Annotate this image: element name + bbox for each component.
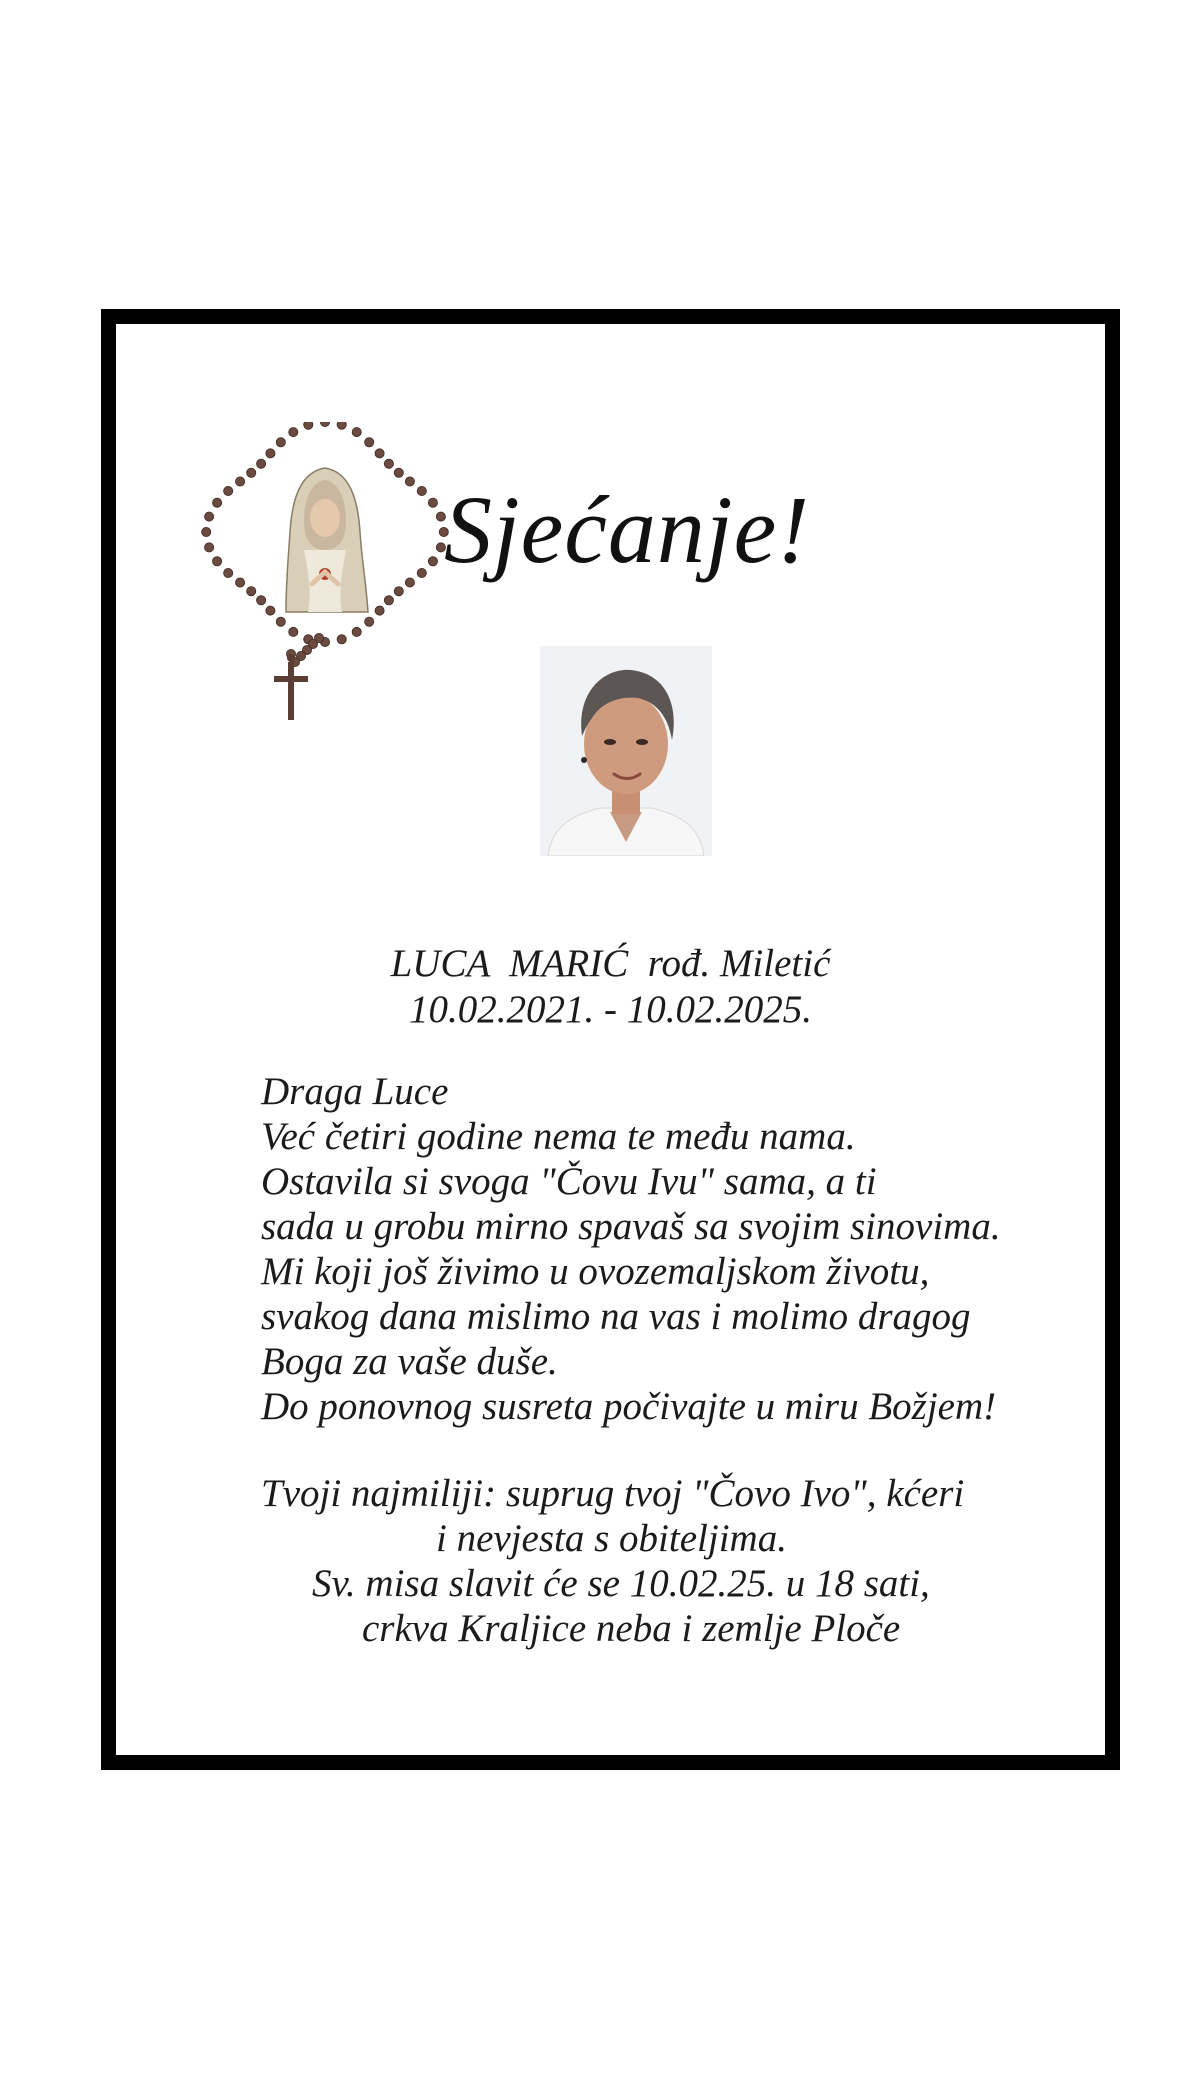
rosary-bead: [394, 468, 403, 477]
rosary-bead: [428, 557, 437, 566]
rosary-bead: [289, 627, 298, 636]
madonna-figure: [286, 468, 368, 612]
memorial-message: [261, 1069, 1001, 1429]
rosary-bead: [213, 498, 222, 507]
rosary-bead: [289, 428, 298, 437]
message-line: Draga Luce: [261, 1070, 449, 1113]
mass-location: crkva Kraljice neba i zemlje Ploče: [362, 1607, 901, 1650]
rosary-bead: [257, 459, 266, 468]
rosary-bead: [405, 477, 414, 486]
rosary-bead: [384, 596, 393, 605]
rosary-bead: [247, 587, 256, 596]
rosary-bead: [224, 568, 233, 577]
rosary-bead: [352, 428, 361, 437]
rosary-bead: [236, 578, 245, 587]
rosary-bead: [247, 468, 256, 477]
message-line: Ostavila si svoga "Čovu Ivu" sama, a ti: [261, 1160, 877, 1203]
deceased-info: [116, 941, 1105, 1033]
deceased-name: LUCA MARIĆ rođ. Miletić: [390, 942, 831, 985]
message-line: svakog dana mislimo na vas i molimo dragog: [261, 1295, 971, 1338]
rosary-bead: [304, 422, 313, 429]
rosary-bead: [276, 617, 285, 626]
rosary-bead: [384, 459, 393, 468]
rosary-bead: [236, 477, 245, 486]
rosary-bead: [365, 438, 374, 447]
rosary-bead: [257, 596, 266, 605]
page-title: Sjećanje!: [444, 476, 811, 583]
rosary-bead: [224, 486, 233, 495]
deceased-dates: 10.02.2021. - 10.02.2025.: [409, 988, 812, 1031]
rosary-bead: [337, 635, 346, 644]
crucifix-icon: [274, 654, 308, 720]
rosary-bead: [375, 606, 384, 615]
rosary-bead: [337, 422, 346, 429]
rosary-bead: [320, 422, 329, 427]
rosary-bead: [266, 449, 275, 458]
closing-signature: Tvoji najmiliji: suprug tvoj "Čovo Ivo", kćeri: [261, 1472, 965, 1515]
rosary-bead: [213, 557, 222, 566]
rosary-bead: [394, 587, 403, 596]
portrait-photo: [540, 646, 712, 856]
rosary-bead: [417, 568, 426, 577]
rosary-bead: [352, 627, 361, 636]
obituary-frame: [101, 309, 1120, 1770]
message-line: Mi koji još živimo u ovozemaljskom životu,: [261, 1250, 930, 1293]
closing-signature-cont: i nevjesta s obiteljima.: [436, 1517, 787, 1560]
rosary-bead: [375, 449, 384, 458]
rosary-bead: [205, 543, 214, 552]
rosary-bead: [365, 617, 374, 626]
rosary-bead: [205, 512, 214, 521]
rosary-madonna-image: [200, 422, 450, 722]
mass-announcement: Sv. misa slavit će se 10.02.25. u 18 sati,: [312, 1562, 930, 1605]
message-line: sada u grobu mirno spavaš sa svojim sinovima.: [261, 1205, 1001, 1248]
rosary-bead: [276, 438, 285, 447]
rosary-bead: [428, 498, 437, 507]
message-line: Do ponovnog susreta počivajte u miru Božjem!: [261, 1385, 997, 1428]
rosary-bead: [266, 606, 275, 615]
message-line: Boga za vaše duše.: [261, 1340, 558, 1383]
rosary-bead: [202, 527, 211, 536]
rosary-bead: [417, 486, 426, 495]
closing-block: [261, 1471, 964, 1651]
rosary-bead: [405, 578, 414, 587]
message-line: Već četiri godine nema te među nama.: [261, 1115, 856, 1158]
